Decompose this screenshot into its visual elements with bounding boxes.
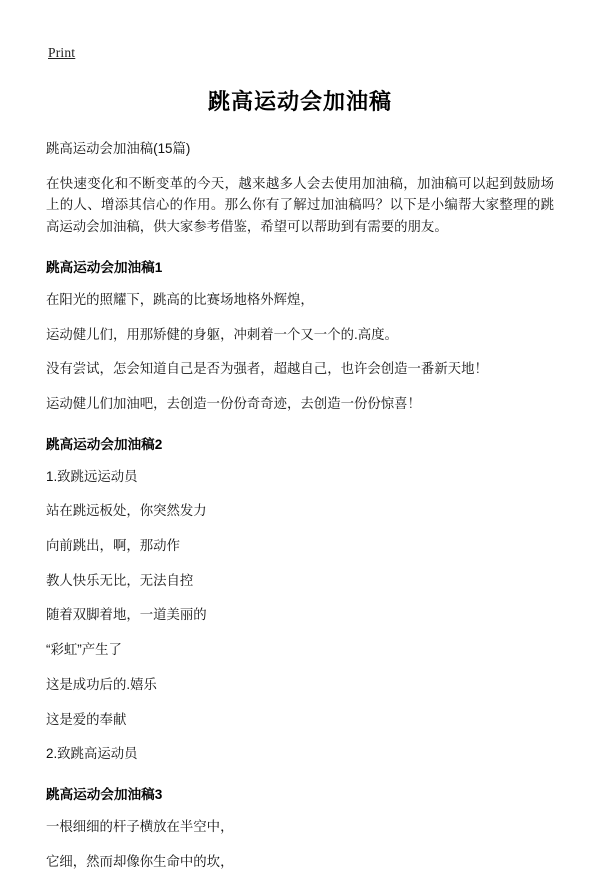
section-line: “彩虹”产生了 bbox=[46, 642, 122, 658]
document-intro: 在快速变化和不断变革的今天，越来越多人会去使用加油稿，加油稿可以起到鼓励场上的人、增添其信心的作用。那么你有了解过加油稿吗？以下是小编帮大家整理的跳高运动会加油稿，供大家参考借鉴，希望可以帮助到有需要的朋友。 bbox=[46, 175, 554, 235]
document-subtitle: 跳高运动会加油稿(15篇) bbox=[46, 141, 191, 156]
page-title: 跳高运动会加油稿 bbox=[207, 89, 392, 114]
section-line: 这是爱的奉献 bbox=[46, 711, 127, 727]
section-heading: 跳高运动会加油稿2 bbox=[46, 436, 163, 452]
section-line: 运动健儿们，用那矫健的身躯，冲刺着一个又一个的.高度。 bbox=[46, 326, 398, 342]
section-line: 它细，然而却像你生命中的坎， bbox=[46, 853, 234, 869]
section-line: 站在跳远板处，你突然发力 bbox=[46, 503, 207, 519]
section-line: 向前跳出，啊，那动作 bbox=[46, 538, 180, 554]
section-heading: 跳高运动会加油稿1 bbox=[46, 259, 163, 275]
print-button[interactable]: Print bbox=[48, 45, 76, 60]
section-line: 运动健儿们加油吧，去创造一份份奇奇迹，去创造一份份惊喜！ bbox=[46, 395, 421, 411]
section-heading: 跳高运动会加油稿3 bbox=[46, 786, 163, 802]
section-line: 教人快乐无比，无法自控 bbox=[46, 572, 194, 588]
section-line: 2.致跳高运动员 bbox=[46, 746, 138, 762]
section-line: 一根细细的杆子横放在半空中， bbox=[46, 818, 234, 834]
section-line: 没有尝试，怎会知道自己是否为强者，超越自己，也许会创造一番新天地！ bbox=[46, 361, 488, 377]
section-line: 这是成功后的.嬉乐 bbox=[46, 676, 157, 692]
section-line: 在阳光的照耀下，跳高的比赛场地格外辉煌， bbox=[46, 291, 314, 307]
section-line: 1.致跳远运动员 bbox=[46, 468, 138, 484]
section-line: 随着双脚着地，一道美丽的 bbox=[46, 607, 207, 623]
